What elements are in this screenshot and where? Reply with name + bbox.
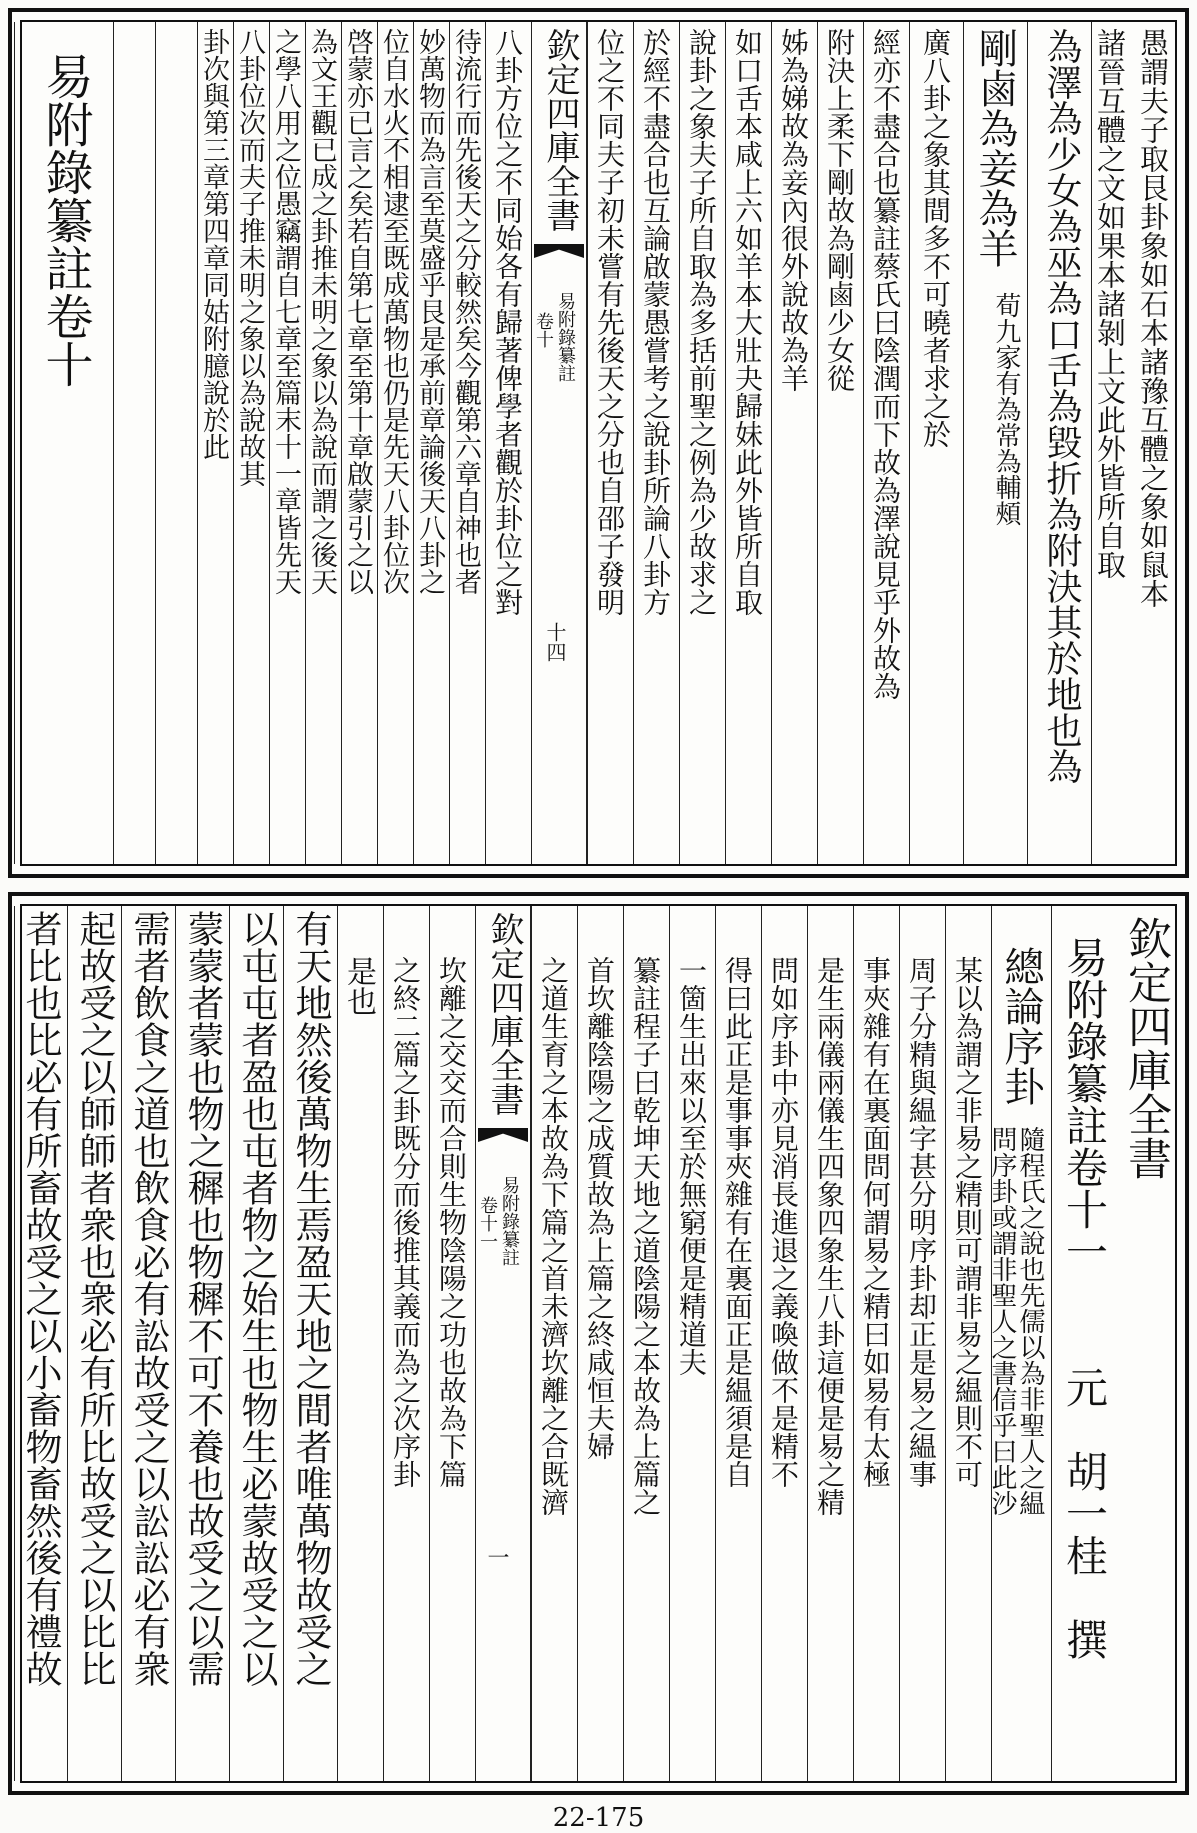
text-line: 啓蒙亦已言之矣若自第七章至第十章啟蒙引之以 <box>342 28 373 595</box>
text-line: 者比也比必有所畜故受之以小畜物畜然後有禮故 <box>19 910 62 1687</box>
text-column <box>283 906 337 1781</box>
book-title: 欽定四庫全書 <box>540 28 580 232</box>
text-line: 之學八用之位愚竊謂自七章至篇末十一章皆先天 <box>270 28 301 595</box>
page-number: 一 <box>484 1546 509 1568</box>
text-column <box>1027 22 1091 864</box>
text-column <box>377 22 413 864</box>
fish-tail-mark <box>478 1128 528 1142</box>
text-column <box>429 906 475 1781</box>
text-line: 是也 <box>341 956 376 1016</box>
text-column <box>633 22 679 864</box>
text-column <box>14 22 113 864</box>
text-line: 首坎離陰陽之成質故為上篇之終咸恒夫婦 <box>583 956 616 1460</box>
text-column <box>269 22 305 864</box>
fish-tail-mark <box>534 244 584 258</box>
text-column <box>305 22 341 864</box>
book-title: 欽定四庫全書 <box>484 912 524 1116</box>
text-column <box>909 22 963 864</box>
center-spine <box>531 22 587 864</box>
text-line: 問序卦或謂非聖人之書信乎曰此沙 <box>987 1126 1017 1516</box>
text-line: 位之不同夫子初未嘗有先後天之分也自邵子發明 <box>593 28 626 616</box>
text-line: 愚謂夫子取艮卦象如石本諸豫互體之象如鼠本 <box>1136 28 1170 608</box>
text-line: 卦次與第三章第四章同姑附臆說於此 <box>198 28 229 460</box>
text-column <box>715 906 761 1781</box>
text-line: 經亦不盡合也纂註蔡氏曰陰潤而下故為澤說見乎外故為 <box>869 28 902 700</box>
text-line: 姊為娣故為妾內很外說故為羊 <box>777 28 810 392</box>
text-line: 坎離之交交而合則生物陰陽之功也故為下篇 <box>435 956 468 1488</box>
bottom-page-panel <box>8 892 1189 1795</box>
text-line: 隨程氏之說也先儒以為非聖人之緼 <box>1015 1126 1045 1516</box>
text-line: 蒙蒙者蒙也物之穉也物穉不可不養也故受之以需 <box>181 910 224 1687</box>
center-spine <box>475 906 531 1781</box>
text-line: 如口舌本咸上六如羊本大壯夬歸妹此外皆所自取 <box>731 28 764 616</box>
text-line: 事夾雜有在裏面問何謂易之精曰如易有太極 <box>859 956 892 1488</box>
text-column <box>229 906 283 1781</box>
text-column <box>449 22 485 864</box>
text-column <box>679 22 725 864</box>
text-line: 諸晉互體之文如果本諸剝上文此外皆所自取 <box>1093 28 1127 579</box>
author-line: 元 胡一桂 撰 <box>1060 1366 1109 1660</box>
text-column <box>725 22 771 864</box>
text-line: 是生兩儀兩儀生四象四象生八卦這便是易之精 <box>813 956 846 1516</box>
text-line: 八卦方位之不同始各有歸著俾學者觀於卦位之對 <box>491 28 524 616</box>
text-line: 周子分精與緼字甚分明序卦却正是易之緼事 <box>905 956 938 1488</box>
text-line: 以屯屯者盈也屯者物之始生也物生必蒙故受之以 <box>235 910 278 1687</box>
volume-title: 易附錄纂註卷十一 <box>1060 936 1109 1272</box>
text-line: 纂註程子曰乾坤天地之道陰陽之本故為上篇之 <box>629 956 662 1516</box>
text-column <box>761 906 807 1781</box>
top-page-frame <box>20 20 1177 866</box>
volume-label: 卷十一 <box>477 1196 498 1250</box>
text-column <box>1051 906 1115 1781</box>
text-column <box>853 906 899 1781</box>
section-heading: 總論序卦 <box>998 946 1044 1106</box>
text-column <box>175 906 229 1781</box>
chapter-title: 易附錄纂註卷十 <box>37 52 93 388</box>
text-column <box>413 22 449 864</box>
text-line: 廣八卦之象其間多不可曉者求之於 <box>919 28 952 448</box>
text-column <box>623 906 669 1781</box>
text-line: 位自水火不相逮至既成萬物也仍是先天八卦位次 <box>378 28 409 595</box>
text-column <box>817 22 863 864</box>
text-column <box>233 22 269 864</box>
page-footer-number: 22-175 <box>552 1803 645 1833</box>
spine-subtitle: 易附錄纂註 <box>499 1176 520 1266</box>
text-column <box>577 906 623 1781</box>
text-column <box>807 906 853 1781</box>
text-column <box>863 22 909 864</box>
text-column <box>113 22 155 864</box>
text-line: 之終二篇之卦既分而後推其義而為之次序卦 <box>389 956 422 1488</box>
top-page-panel <box>8 8 1189 878</box>
text-line: 一箇生出來以至於無窮便是精道夫 <box>675 956 708 1376</box>
text-column <box>121 906 175 1781</box>
text-line: 為澤為少女為巫為口舌為毀折為附決其於地也為 <box>1041 28 1082 784</box>
text-column <box>963 22 1027 864</box>
text-column <box>341 22 377 864</box>
text-column <box>1115 906 1175 1781</box>
book-header: 欽定四庫全書 <box>1120 916 1171 1180</box>
text-line: 之道生育之本故為下篇之首未濟坎離之合既濟 <box>537 956 570 1516</box>
text-line: 問如序卦中亦見消長進退之義喚做不是精不 <box>767 956 800 1488</box>
text-line: 待流行而先後天之分較然矣今觀第六章自神也者 <box>450 28 481 595</box>
page-number: 十四 <box>543 622 567 662</box>
text-line: 剛鹵為妾為羊 <box>972 28 1018 268</box>
text-line: 說卦之象夫子所自取為多括前聖之例為少故求之 <box>685 28 718 616</box>
text-column <box>771 22 817 864</box>
bottom-page-frame <box>20 904 1177 1783</box>
text-column <box>14 906 67 1781</box>
text-line: 得曰此正是事事夾雜有在裏面正是緼須是自 <box>721 956 754 1488</box>
text-line: 為文王觀已成之卦推未明之象以為說而謂之後天 <box>306 28 337 595</box>
text-line: 需者飲食之道也飲食必有訟故受之以訟訟必有衆 <box>127 910 170 1687</box>
text-column <box>987 906 1051 1781</box>
spine-subtitle: 易附錄纂註 <box>555 292 576 382</box>
text-column <box>945 906 991 1781</box>
text-column <box>899 906 945 1781</box>
annotation-line: 荀九家有為常為輔頰 <box>991 292 1021 526</box>
text-column <box>1091 22 1131 864</box>
text-line: 附決上柔下剛故為剛鹵少女從 <box>823 28 856 392</box>
text-column <box>383 906 429 1781</box>
text-line: 於經不盡合也互論啟蒙愚嘗考之說卦所論八卦方 <box>639 28 672 616</box>
text-column <box>587 22 633 864</box>
volume-label: 卷十 <box>533 312 554 348</box>
text-column <box>67 906 121 1781</box>
text-line: 起故受之以師師者衆也衆必有所比故受之以比比 <box>73 910 116 1687</box>
text-column <box>669 906 715 1781</box>
text-column <box>155 22 197 864</box>
text-line: 某以為謂之非易之精則可謂非易之緼則不可 <box>951 956 984 1488</box>
text-line: 有天地然後萬物生焉盈天地之間者唯萬物故受之 <box>289 910 332 1687</box>
text-line: 八卦位次而夫子推未明之象以為說故其 <box>234 28 265 487</box>
text-column <box>337 906 383 1781</box>
text-column <box>531 906 577 1781</box>
text-column <box>1131 22 1175 864</box>
text-column <box>485 22 531 864</box>
text-line: 妙萬物而為言至莫盛乎艮是承前章論後天八卦之 <box>414 28 445 595</box>
text-column <box>197 22 233 864</box>
